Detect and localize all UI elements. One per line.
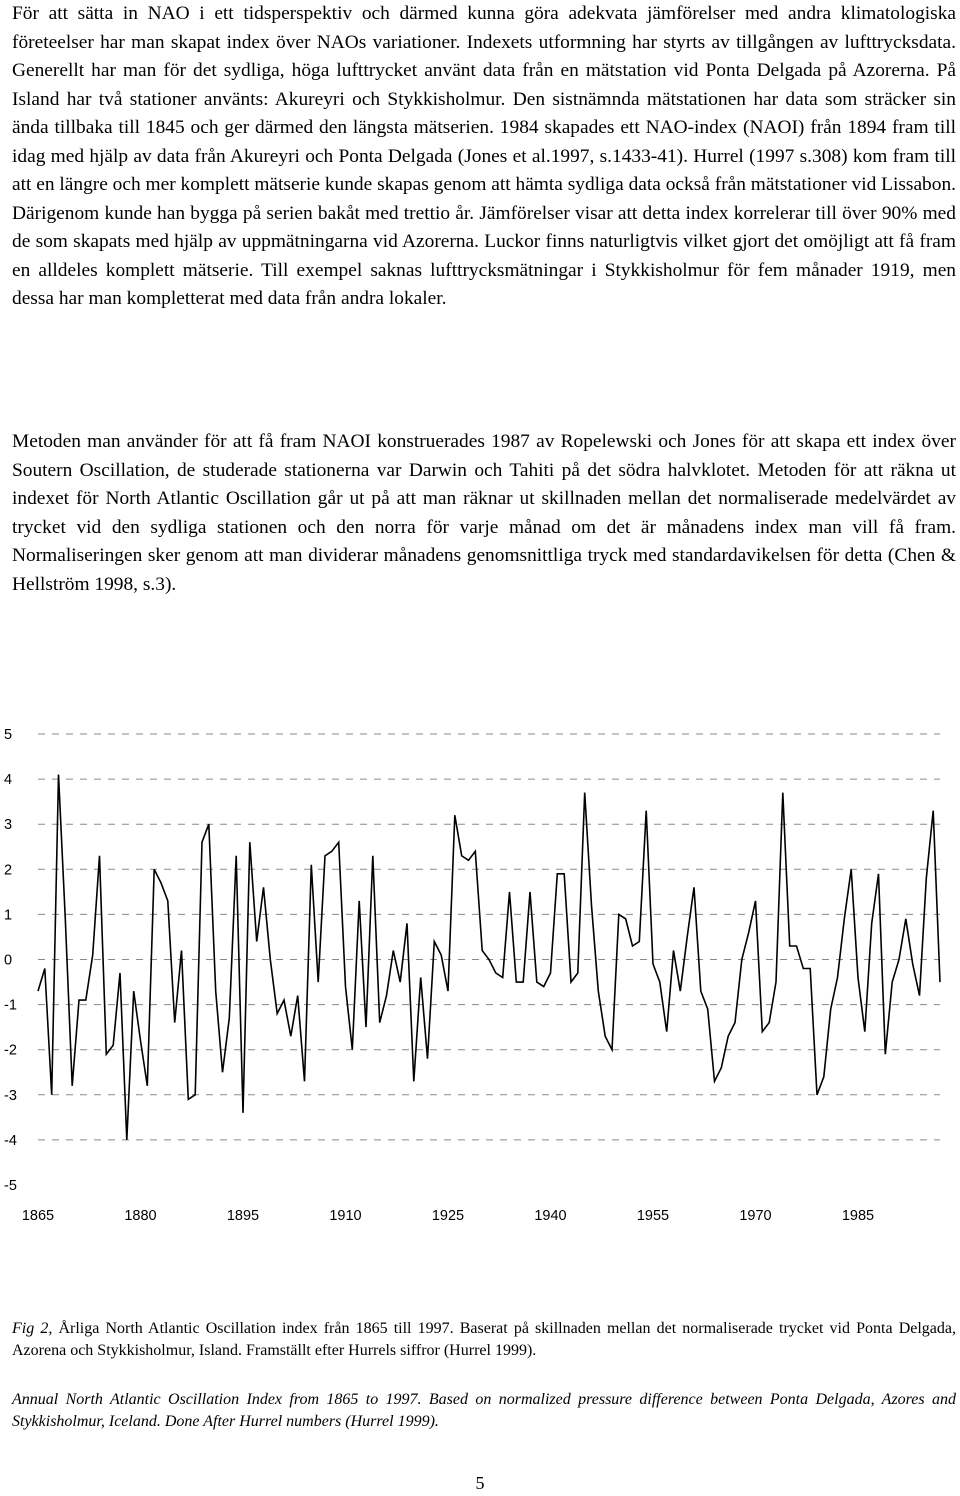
chart-y-tick-label: 1 [4, 907, 13, 924]
chart-x-tick-label: 1910 [329, 1208, 362, 1224]
chart-x-tick-label: 1925 [431, 1208, 465, 1224]
chart-gridlines [38, 734, 940, 1140]
chart-y-tick-label: 3 [4, 817, 13, 834]
chart-x-tick-label: 1985 [841, 1208, 875, 1224]
chart-x-tick-labels [22, 1208, 874, 1224]
chart-y-tick-label: -2 [4, 1042, 17, 1059]
chart-y-tick-label: -5 [4, 1178, 17, 1194]
chart-x-tick-label: 1940 [534, 1208, 567, 1224]
paragraph-naoi-method: Metoden man använder för att få fram NAOI konstruerades 1987 av Ropelewski och Jones för att skapa ett index över Soutern Oscillation, de studerade stationerna var Darwin och Tahiti på det södra halvklotet. Metoden för att räkna ut indexet för North Atlantic Oscillation går ut på att man räknar ut skillnaden mellan det normaliserade medelvärdet av trycket vid den sydliga stationen och den norra för varje månad om det är månadens index man vill få fram. Normaliseringen sker genom att man dividerar månadens genomsnittliga tryck med standardavikelsen för detta (Chen & Hellström 1998, s.3). [12, 431, 956, 595]
chart-y-tick-label: -1 [4, 997, 17, 1014]
chart-x-tick-label: 1865 [21, 1208, 55, 1224]
chart-y-tick-label: 5 [4, 727, 13, 743]
chart-y-tick-label: 2 [4, 862, 13, 879]
chart-y-tick-labels [4, 727, 17, 1194]
figure-label: Fig 2, [12, 1320, 53, 1337]
chart-x-tick-label: 1880 [124, 1208, 157, 1224]
chart-series-line [38, 775, 940, 1140]
chart-y-tick-label: -4 [4, 1132, 17, 1149]
chart-y-tick-label: -3 [4, 1087, 17, 1104]
chart-y-tick-label: 0 [4, 952, 13, 969]
paragraph-nao-index-history: För att sätta in NAO i ett tidsperspektiv och därmed kunna göra adekvata jämförelser med andra klimatologiska företeelser har man skapat index över NAOs variationer. Indexets utformning har styrts av tillgången av lufttrycksdata. Generellt har man för det sydliga, höga lufttrycket använt data från en mätstation vid Ponta Delgada på Azorerna. På Island har två stationer använts: Akureyri och Stykkisholmur. Den sistnämnda mätstationen har data som sträcker sin ända tillbaka till 1845 och ger därmed den längsta mätserien. 1984 skapades ett NAO-index (NAOI) från 1894 fram till idag med hjälp av data från Akureyri och Ponta Delgada (Jones et al.1997, s.1433-41). Hurrel (1997 s.308) kom fram till att en längre och mer komplett mätserie kunde skapas genom att hämta sydliga data också från mätstationer vid Lissabon. Därigenom kunde han bygga på serien bakåt med trettio år. Jämförelser visar att detta index korrelerar till över 90% med de som skapats med hjälp av uppmätningarna vid Azorerna. Luckor finns naturligtvis vilket gjort det omöjligt att få fram en alldeles komplett mätserie. Till exempel saknas lufttrycksmätningar i Stykkisholmur för fem månader 1919, men dessa har man kompletterat med data från andra lokaler. [12, 3, 956, 309]
chart-x-tick-label: 1970 [739, 1208, 772, 1224]
figure-caption-english: Annual North Atlantic Oscillation Index from 1865 to 1997. Based on normalized pressure difference between Ponta Delgada, Azores and Stykkisholmur, Iceland. Done After Hurrel numbers (Hurrel 1999). [12, 1391, 956, 1430]
nao-index-line-chart [0, 716, 960, 1236]
chart-x-tick-label: 1955 [636, 1208, 670, 1224]
figure-caption-swedish [12, 1318, 956, 1361]
figure-caption-swedish-text: Årliga North Atlantic Oscillation index från 1865 till 1997. Baserat på skillnaden mellan det normaliserade trycket vid Ponta Delgada, Azorena och Stykkisholmur, Island. Framställt efter Hurrels siffror (Hurrel 1999). [12, 1320, 957, 1359]
chart-x-tick-label: 1895 [226, 1208, 260, 1224]
chart-y-tick-label: 4 [4, 772, 13, 789]
page-number: 5 [475, 1473, 485, 1493]
